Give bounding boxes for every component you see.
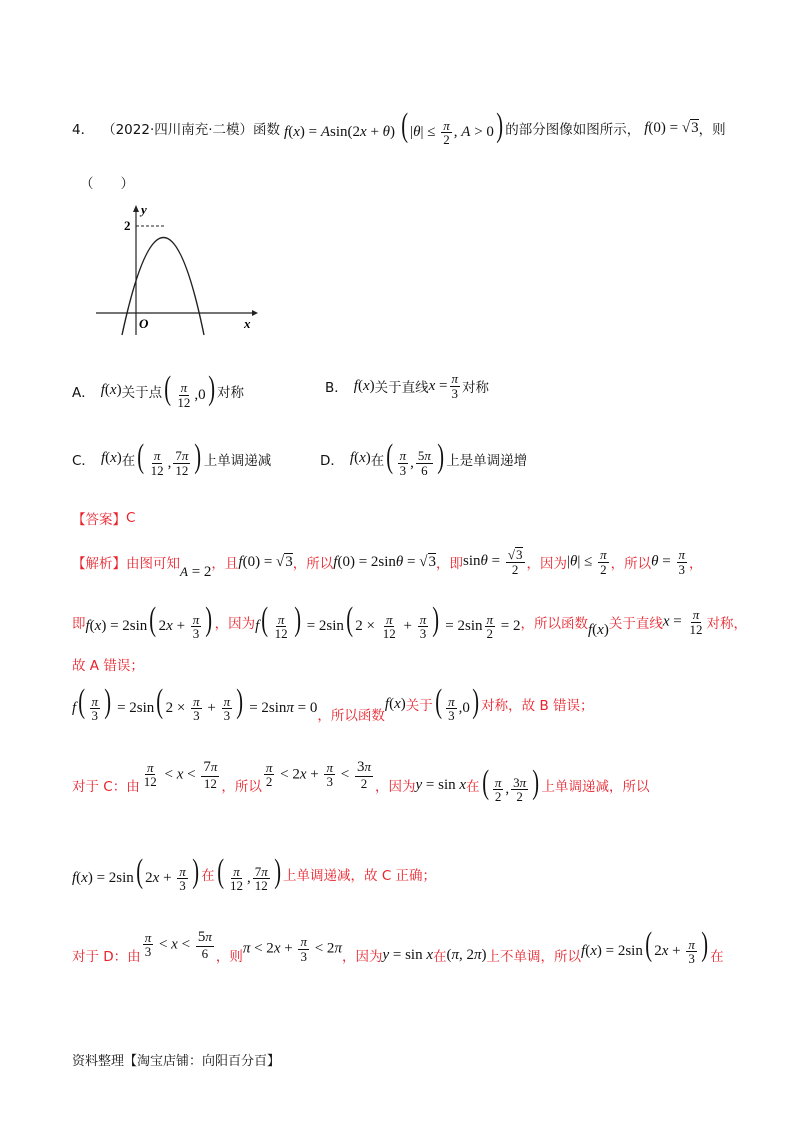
analysis-text: ，因为 xyxy=(374,779,416,795)
analysis-text: ，所以 xyxy=(610,556,652,572)
option-d-post: 上是单调递增 xyxy=(446,452,528,469)
analysis-text: ，因为 xyxy=(341,949,383,965)
analysis-text: 关于 xyxy=(405,698,433,714)
option-a-post: 对称 xyxy=(217,384,244,401)
analysis-line-6: f(x) = 2sin( 2x + $\frac{\pi}{3}$ ) 在 ( $\frac{\pi}{12}$ , $\frac{7\pi}{12}$ ) 上单调递减，故 C 正确； xyxy=(72,853,437,894)
x-axis-arrow-icon xyxy=(252,310,258,316)
answer-line xyxy=(72,508,135,528)
analysis-text: ，即 xyxy=(436,556,463,572)
option-a-pre: 关于点 xyxy=(121,384,163,401)
analysis-text: 在 xyxy=(466,779,480,795)
option-a-letter: A． xyxy=(72,384,95,401)
analysis-line-4: f( $\frac{\pi}{3}$ ) = 2sin( 2 × $\frac{\pi}{3}$ + $\frac{\pi}{3}$ ) = 2sinπ = 0 ，所以函数 f(x) 关于 ( $\frac{\pi}{3}$ ,0) 对称，故 B 错误； xyxy=(72,683,594,724)
analysis-text: ，且 xyxy=(211,556,239,572)
sine-curve xyxy=(122,238,204,336)
analysis-text: 上不单调，所以 xyxy=(486,949,582,965)
question-text-2: 的部分图像如图所示， xyxy=(505,122,641,138)
option-c-post: 上单调递减 xyxy=(203,452,272,469)
analysis-text: 关于直线 xyxy=(608,616,663,632)
answer-label: 【答案】 xyxy=(72,512,126,528)
option-b[interactable]: B． f(x) 关于直线 x = $\frac{\pi}{3}$ 对称 xyxy=(325,371,490,401)
max-label: 2 xyxy=(124,218,131,233)
option-c-pre: 在 xyxy=(121,452,136,469)
option-b-letter: B． xyxy=(325,380,348,397)
analysis-text: ，则 xyxy=(215,949,243,965)
option-d[interactable]: D． f(x) 在 ( $\frac{\pi}{3}$ , $\frac{5\pi}{6}$ ) 上是单调递增 xyxy=(320,438,528,479)
origin-label: O xyxy=(139,316,149,331)
function-formula: f(x) = Asin(2x + θ) ( |θ| ≤ $\frac{\pi}{2}$ , A > 0) xyxy=(284,107,503,148)
option-d-letter: D． xyxy=(320,452,344,469)
analysis-line-7: 对于 D：由 $\frac{\pi}{3}$ < x < $\frac{5\pi}{6}$ ，则 π < 2x + $\frac{\pi}{3}$ < 2π ，因为 y = sin x 在 (π, 2π) 上不单调，所以 f(x) = 2sin( 2x + $\frac{\pi}{3}$ ) 在 xyxy=(72,926,724,967)
analysis-text: 上单调递减，所以 xyxy=(541,779,650,795)
analysis-text: 对称，故 B 错误； xyxy=(481,698,594,714)
analysis-text: ，所以 xyxy=(221,779,262,795)
analysis-text: 对于 C：由 xyxy=(72,779,140,795)
question-text-3: ，则 xyxy=(698,122,726,138)
analysis-text: 在 xyxy=(433,949,447,965)
analysis-text: ，因为 xyxy=(526,556,567,572)
analysis-line-1: 【解析】 由图可知 A = 2 ，且 f(0) = √3 ，所以 f(0) = 2sinθ = √3 ，即 sinθ = $\frac{√3}{2}$ ，因为 |θ| ≤ $\frac{\pi}{2}$ ，所以 θ = $\frac{\pi}{3}$ ， xyxy=(72,546,703,580)
footer-text: 资料整理【淘宝店铺：向阳百分百】 xyxy=(72,1054,281,1069)
y-label: y xyxy=(141,202,147,217)
function-graph xyxy=(92,200,262,340)
analysis-text: ，所以 xyxy=(292,556,334,572)
question-text: 函数 xyxy=(253,122,281,138)
analysis-text: 即 xyxy=(72,616,86,632)
question-source: （2022·四川南充·二模） xyxy=(102,122,254,138)
condition-formula: f(0) = √3 xyxy=(644,120,699,136)
analysis-line-3: 故 A 错误； xyxy=(72,658,144,674)
analysis-text: 对于 D：由 xyxy=(72,949,141,965)
analysis-line-2: 即 f(x) = 2sin( 2x + $\frac{\pi}{3}$ ) ，因为 f( $\frac{\pi}{12}$ ) = 2sin( 2 × $\frac{\pi}{12}$ + $\frac{\pi}{3}$ ) = 2sin $\frac{\pi}{2}$ = 2 ，所以函数 f(x) 关于直线 x = $\frac{\pi}{12}$ 对称， xyxy=(72,601,747,642)
option-a[interactable]: A． f(x) 关于点 ( $\frac{\pi}{12}$ ,0) 对称 xyxy=(72,370,244,411)
option-c[interactable]: C． f(x) 在 ( $\frac{\pi}{12}$ , $\frac{7\pi}{12}$ ) 上单调递减 xyxy=(72,438,272,479)
analysis-label: 【解析】 xyxy=(72,556,126,572)
answer-value: C xyxy=(126,510,136,526)
analysis-text: 上单调递减，故 C 正确； xyxy=(283,868,437,884)
option-c-letter: C． xyxy=(72,452,95,469)
analysis-text: 在 xyxy=(201,868,215,884)
analysis-line-5: 对于 C：由 $\frac{\pi}{12}$ < x < $\frac{7\pi}{12}$ ，所以 $\frac{\pi}{2}$ < 2x + $\frac{\pi}{3}$ < $\frac{3\pi}{2}$ ，因为 y = sin x 在 ( $\frac{\pi}{2}$ , $\frac{3\pi}{2}$ ) 上单调递减，所以 xyxy=(72,758,650,805)
analysis-text: 对称， xyxy=(706,616,747,632)
analysis-text: 在 xyxy=(710,949,724,965)
answer-blank: （ ） xyxy=(80,176,134,192)
question-line xyxy=(72,108,726,148)
option-d-pre: 在 xyxy=(370,452,385,469)
analysis-text: ，因为 xyxy=(214,616,256,632)
analysis-text: 由图可知 xyxy=(126,556,180,572)
option-b-pre: 关于直线 xyxy=(374,380,429,397)
question-number: 4． xyxy=(72,122,95,138)
analysis-text: ，所以函数 xyxy=(520,616,588,632)
option-b-post: 对称 xyxy=(462,380,490,397)
x-label: x xyxy=(244,316,251,331)
y-axis-arrow-icon xyxy=(133,205,139,212)
analysis-text: ，所以函数 xyxy=(317,708,385,724)
